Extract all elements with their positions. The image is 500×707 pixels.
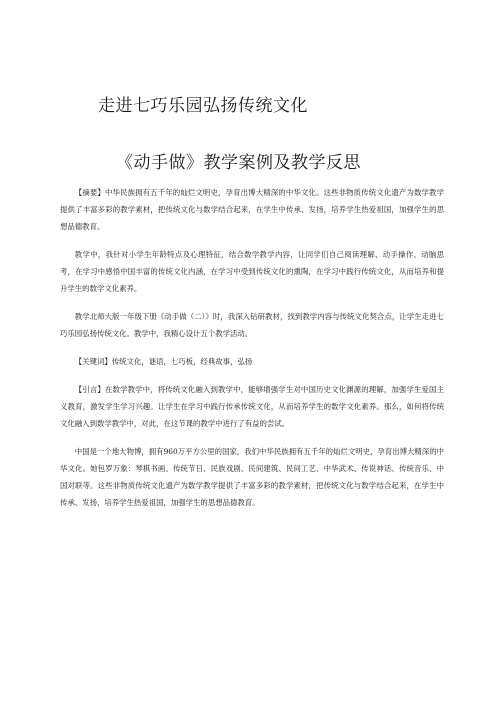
abstract-label: 【摘要】 [74, 188, 105, 197]
keywords-label: 【关键词】 [74, 357, 112, 366]
keywords-paragraph [60, 353, 444, 370]
abstract-text: 中华民族拥有五千年的灿烂文明史，孕育出博大精深的中华文化。这些非物质传统文化遗产为数学教学提供了丰富多彩的教学素材，把传统文化与数学结合起来，在学生中传承、发扬，培养学生热爱祖国，加强学生的思想品德教育。 [60, 188, 444, 231]
paragraph-text: 中国是一个地大物博，拥有960万平方公里的国家，我们中华民族拥有五千年的灿烂文明史，孕育出博大精深的中华文化。她包罗万象：琴棋书画、传统节日、民族戏剧、民间建筑、民间工艺、中华武术、传说神话、传统音乐、中国对联等。这些非物质传统文化遗产为数学教学提供了丰富多彩的教学素材，把传统文化与数学结合起来，在学生中传承、发扬，培养学生热爱祖国，加强学生的思想品德教育。 [60, 447, 444, 507]
paragraph-text: 教学中，我针对小学生年龄特点及心理特征，结合数学教学内容，让同学们自己阅读理解、动手操作、动脑思考，在学习中感悟中国丰富的传统文化内涵，在学习中受到传统文化的熏陶，在学习中践行传统文化，从而培养和提升学生的数学文化素养。 [60, 250, 444, 293]
abstract-paragraph [60, 184, 444, 235]
body-paragraph [60, 443, 444, 511]
body-paragraph [60, 246, 444, 297]
introduction-text: 在数学教学中，将传统文化融入到教学中，能够增强学生对中国历史文化渊源的理解，加强学生爱国主义教育，激发学生学习兴趣。让学生在学习中践行传承传统文化，从而培养学生的数学文化素养。那么，如何将传统文化融入到数学教学中，对此，在这节课的教学中进行了有益的尝试。 [60, 385, 444, 428]
keywords-text: 传统文化，谜语，七巧板，经典故事，弘扬 [111, 357, 253, 366]
introduction-label: 【引言】 [74, 385, 105, 394]
body-paragraph [60, 308, 444, 342]
document-title: 走进七巧乐园弘扬传统文化 [98, 96, 308, 116]
document-body [60, 184, 444, 522]
document-subtitle: 《动手做》教学案例及教学反思 [116, 153, 361, 173]
paragraph-text: 教学北师大版一年级下册《动手做（二）》时，我深入钻研教材，找到教学内容与传统文化契合点，让学生走进七巧乐园弘扬传统文化。教学中，我精心设计五个教学活动。 [60, 312, 444, 338]
introduction-paragraph [60, 381, 444, 432]
